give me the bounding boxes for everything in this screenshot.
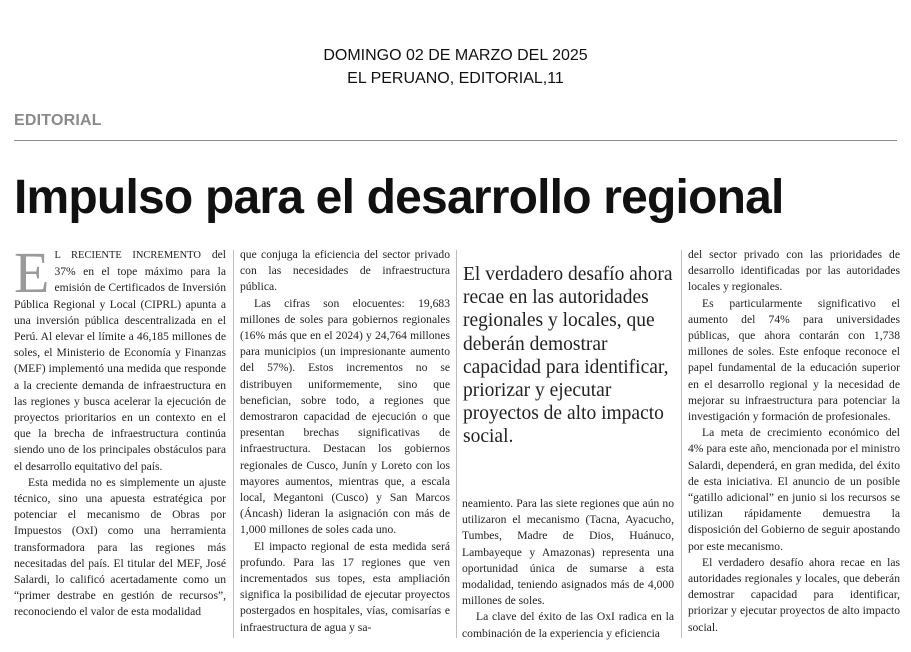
- paragraph: neamiento. Para las siete regiones que aún no utilizaron el mecanismo (Tacna, Ayacucho, Tumbes, Madre de Dios, Huánuco, Lambayeque y Amazonas) representa una oportunidad única de sumarse a esta modalidad, teniendo asignados más de 4,000 millones de soles.: [462, 497, 674, 608]
- article-column-3: [462, 496, 674, 642]
- column-divider: [681, 250, 682, 638]
- paragraph: que conjuga la eficiencia del sector privado con las necesidades de infraestructura pública.: [240, 248, 450, 294]
- pull-quote: El verdadero desafío ahora recae en las autoridades regionales y locales, que deberán demostrar capacidad para identificar, priorizar y ejecutar proyectos de alto impacto social.: [463, 264, 673, 448]
- article-column-2: [240, 247, 450, 636]
- paragraph: Las cifras son elocuentes: 19,683 millones de soles para gobiernos regionales (16% más que en el 2024) y 24,764 millones para municipios (un impresionante aumento del 57%). Estos incrementos no se distribuyen uniformemente, sino que benefician, sobre todo, a regiones que demostraron capacidad de ejecución o que presentan brechas significativas de infraestructura. Destacan los gobiernos regionales de Cusco, Junín y Loreto con los mayores aumentos, mientras que, a escala local, Megantoni (Cusco) y San Marcos (Áncash) lideran la asignación con más de 1,000 millones de soles cada uno.: [240, 296, 450, 537]
- lead-in: L RECIENTE INCREMENTO: [54, 250, 201, 261]
- paragraph: del 37% en el tope máximo para la emisión de Certificados de Inversión Pública Regional y Local (CIPRL) apunta a una inversión pública descentralizada en el Perú. Al elevar el límite a 46,185 millones de soles, el Ministerio de Economía y Finanzas (MEF) implementó una medida que responde a la creciente demanda de infraestructura en las regiones y busca acelerar la ejecución de proyectos prioritarios en un contexto en el que la brecha de infraestructura continúa siendo uno de los principales obstáculos para el desarrollo equitativo del país.: [14, 248, 227, 473]
- paragraph: La meta de crecimiento económico del 4% para este año, mencionada por el ministro Salardi, dependerá, en gran medida, del éxito de esta iniciativa. El anuncio de un posible “gatillo adicional” en junio si los recursos se utilizan rápidamente demuestra la disposición del Gobierno de seguir apostando por este mecanismo.: [688, 426, 900, 553]
- article-column-1: [14, 240, 227, 621]
- date-line: DOMINGO 02 DE MARZO DEL 2025: [323, 47, 588, 64]
- column-divider: [456, 250, 457, 638]
- section-divider: [14, 140, 897, 141]
- drop-cap: E: [14, 240, 50, 305]
- paragraph: El verdadero desafío ahora recae en las autoridades regionales y locales, que deberán demostrar capacidad para identificar, priorizar y ejecutar proyectos de alto impacto social.: [688, 555, 900, 634]
- paragraph: El impacto regional de esta medida será profundo. Para las 17 regiones que ven incrementados sus topes, esta ampliación significa la posibilidad de ejecutar proyectos postergados en hospitales, vías, comisarías e infraestructura de agua y sa-: [240, 539, 450, 634]
- paragraph: Esta medida no es simplemente un ajuste técnico, sino una apuesta estratégica por potenciar el mecanismo de Obras por Impuestos (OxI) como una herramienta transformadora para las regiones más necesitadas del país. El titular del MEF, José Salardi, lo calificó acertadamente como un “primer destrabe en gestión de recursos”, reconociendo el valor de esta modalidad: [14, 475, 226, 619]
- publication-header: [0, 44, 911, 90]
- source-line: EL PERUANO, EDITORIAL,11: [347, 70, 564, 87]
- column-divider: [233, 250, 234, 638]
- headline: Impulso para el desarrollo regional: [14, 171, 784, 224]
- paragraph: Es particularmente significativo el aumento del 74% para universidades públicas, que ahora contarán con 1,738 millones de soles. Este enfoque reconoce el papel fundamental de la educación superior en el desarrollo regional y la necesidad de mejorar su infraestructura para potenciar la investigación y formación de profesionales.: [688, 296, 900, 424]
- paragraph: La clave del éxito de las OxI radica en la combinación de la experiencia y eficiencia: [462, 610, 674, 640]
- article-column-4: [688, 247, 900, 636]
- section-label: EDITORIAL: [14, 112, 102, 129]
- paragraph: del sector privado con las prioridades de desarrollo identificadas por las autoridades locales y regionales.: [688, 248, 900, 294]
